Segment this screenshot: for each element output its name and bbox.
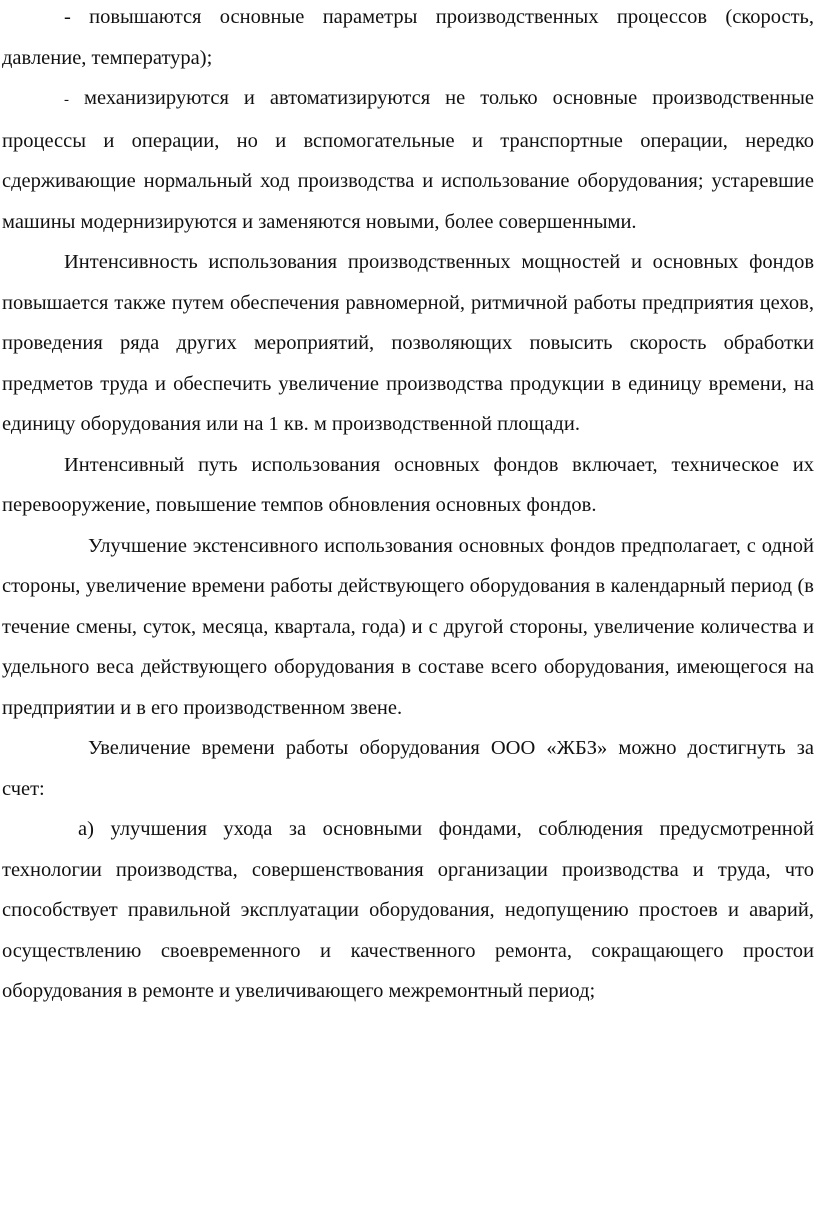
paragraph-text: механизируются и автоматизируются не только основные производственные процессы и операции, но и вспомогательные и транспортные операции, нередко сдерживающие нормальный ход производства и использование оборудования; устаревшие машины модернизируются и заменяются новыми, более совершенными. [2, 87, 814, 233]
list-dash-marker: - [64, 6, 71, 28]
paragraph-list-item-1 [2, 0, 814, 78]
list-dash-marker: - [64, 92, 69, 108]
paragraph-list-item-2 [2, 78, 814, 242]
paragraph-text: повышаются основные параметры производственных процессов (скорость, давление, температура); [2, 6, 814, 69]
paragraph-intensity: Интенсивность использования производственных мощностей и основных фондов повышается также путем обеспечения равномерной, ритмичной работы предприятия цехов, проведения ряда других мероприятий, позволяющих повысить скорость обработки предметов труда и обеспечить увеличение производства продукции в единицу времени, на единицу оборудования или на 1 кв. м производственной площади. [2, 251, 814, 435]
paragraph-item-a: а) улучшения ухода за основными фондами, соблюдения предусмотренной технологии производства, совершенствования организации производства и труда, что способствует правильной эксплуатации оборудования, недопущению простоев и аварий, осуществлению своевременного и качественного ремонта, сокращающего простои оборудования в ремонте и увеличивающего межремонтный период; [2, 818, 814, 1002]
paragraph-intensive-path: Интенсивный путь использования основных фондов включает, техническое их перевооружение, повышение темпов обновления основных фондов. [2, 453, 814, 516]
paragraph-extensive-use: Улучшение экстенсивного использования основных фондов предполагает, с одной стороны, увеличение времени работы действующего оборудования в календарный период (в течение смены, суток, месяца, квартала, года) и с другой стороны, увеличение количества и удельного веса действующего оборудования в составе всего оборудования, имеющегося на предприятии и в его производственном звене. [2, 534, 814, 719]
paragraph-work-time: Увеличение времени работы оборудования ООО «ЖБЗ» можно достигнуть за счет: [2, 737, 814, 800]
